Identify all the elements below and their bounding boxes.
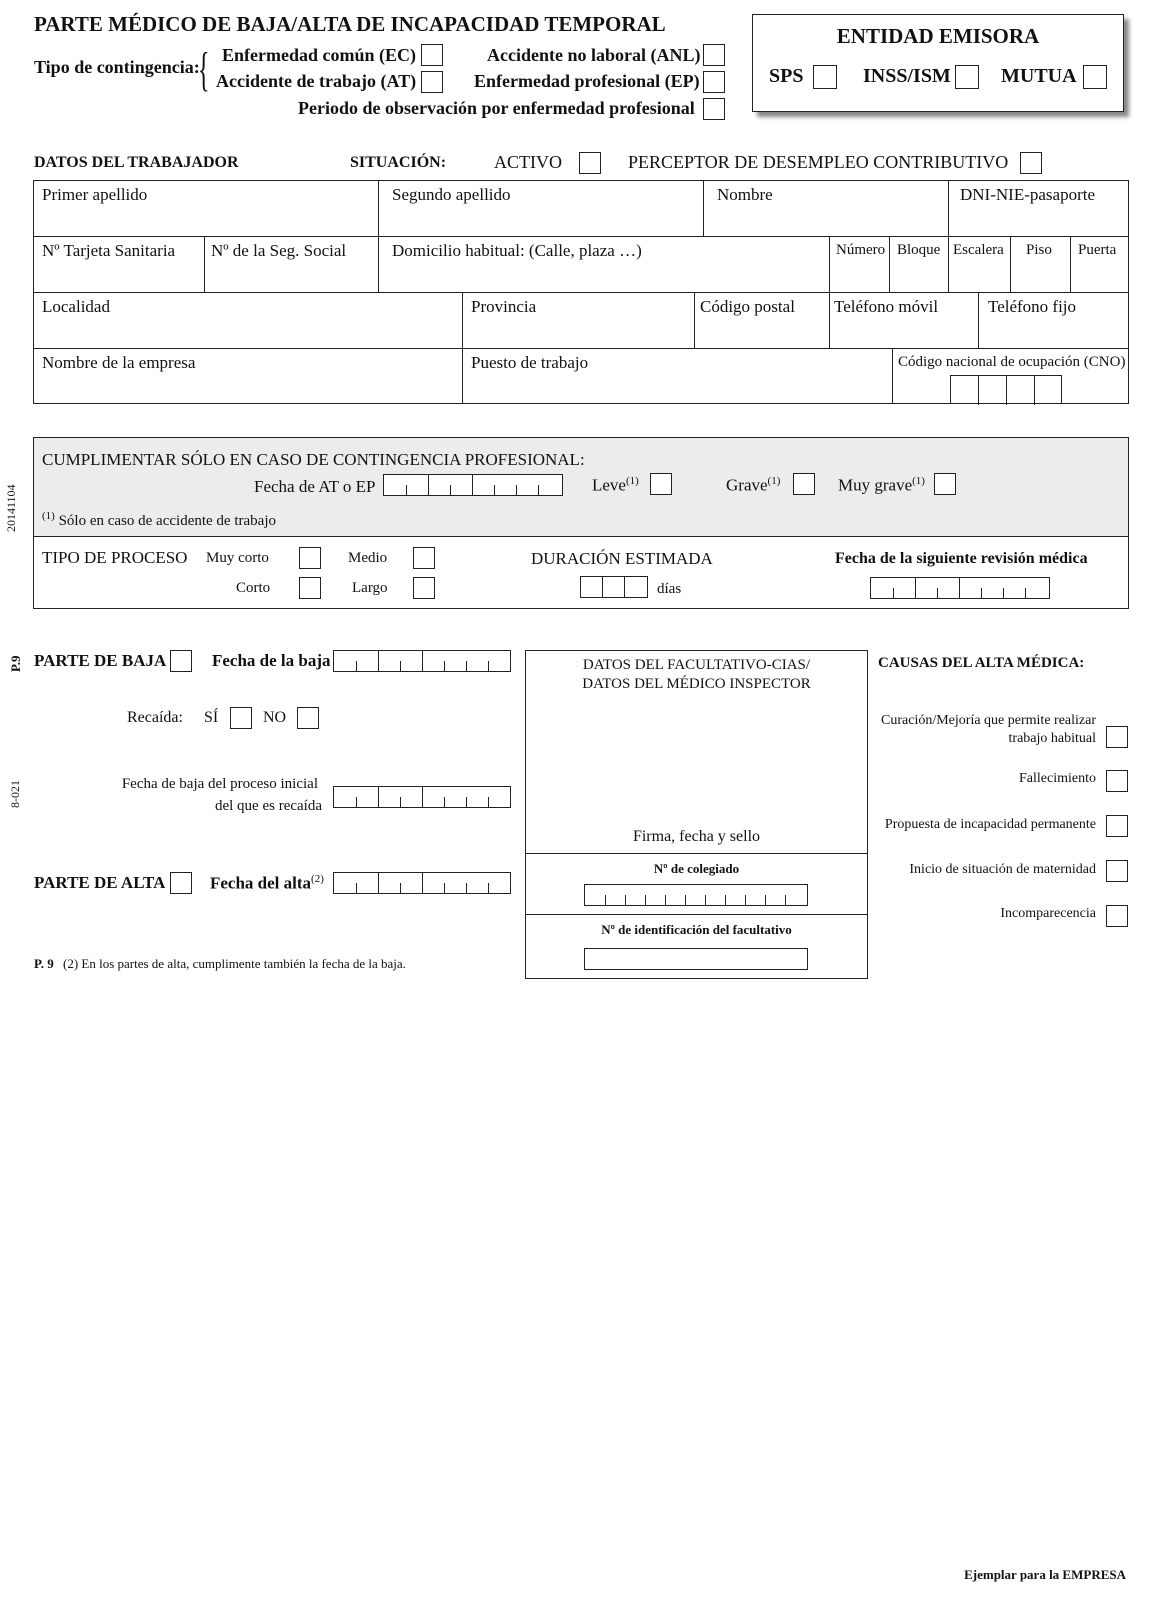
contingency-label: Tipo de contingencia: xyxy=(34,57,200,77)
medio-checkbox[interactable] xyxy=(413,547,435,569)
obs-checkbox[interactable] xyxy=(703,98,725,120)
fecha-at-ep-input[interactable] xyxy=(383,474,563,496)
grave-checkbox[interactable] xyxy=(793,473,815,495)
footnote-code: P. 9 xyxy=(34,956,54,971)
largo-label: Largo xyxy=(352,580,388,596)
fecha-baja-input[interactable] xyxy=(333,650,511,672)
parte-baja-label: PARTE DE BAJA xyxy=(34,651,167,670)
duracion-label: DURACIÓN ESTIMADA xyxy=(531,549,713,568)
recaida-si-checkbox[interactable] xyxy=(230,707,252,729)
situacion-label: SITUACIÓN: xyxy=(350,154,447,171)
muy-corto-checkbox[interactable] xyxy=(299,547,321,569)
numero-field[interactable]: Número xyxy=(836,242,886,258)
ejemplar-label: Ejemplar para la EMPRESA xyxy=(964,1567,1126,1582)
tipo-proceso-title: TIPO DE PROCESO xyxy=(42,548,188,567)
localidad-field[interactable]: Localidad xyxy=(42,297,110,316)
recaida-no-checkbox[interactable] xyxy=(297,707,319,729)
mutua-checkbox[interactable] xyxy=(1083,65,1107,89)
causas-title: CAUSAS DEL ALTA MÉDICA: xyxy=(878,655,1085,671)
entidad-title: ENTIDAD EMISORA xyxy=(836,24,1040,48)
trabajador-title: DATOS DEL TRABAJADOR xyxy=(34,154,239,171)
fecha-alta-label: Fecha del alta$^{(2)}$ xyxy=(210,873,324,893)
brace: { xyxy=(198,43,210,96)
profesional-title: CUMPLIMENTAR SÓLO EN CASO DE CONTINGENCIA PROFESIONAL: xyxy=(42,450,585,469)
muy-corto-label: Muy corto xyxy=(206,550,269,566)
facultativo-title-2: DATOS DEL MÉDICO INSPECTOR xyxy=(582,676,811,692)
fecha-inicial-label-1: Fecha de baja del proceso inicial xyxy=(121,776,318,792)
opt-ec-label: Enfermedad común (EC) xyxy=(222,45,416,65)
colegiado-label: Nº de colegiado xyxy=(653,861,740,876)
activo-label: ACTIVO xyxy=(494,152,562,172)
maternidad-label: Inicio de situación de maternidad xyxy=(909,862,1096,877)
nombre-field[interactable]: Nombre xyxy=(717,185,773,204)
activo-checkbox[interactable] xyxy=(579,152,601,174)
form-title: PARTE MÉDICO DE BAJA/ALTA DE INCAPACIDAD TEMPORAL xyxy=(34,12,666,36)
recaida-si-label: SÍ xyxy=(204,709,219,726)
fecha-inicial-label-2: del que es recaída xyxy=(214,798,322,814)
parte-baja-checkbox[interactable] xyxy=(170,650,192,672)
bloque-field[interactable]: Bloque xyxy=(897,242,941,258)
codigo-postal-field[interactable]: Código postal xyxy=(700,297,795,316)
dias-label: días xyxy=(657,581,682,597)
provincia-field[interactable]: Provincia xyxy=(471,297,537,316)
margin-code-form: 8-021 xyxy=(8,780,22,808)
cno-input[interactable] xyxy=(950,375,1062,404)
revision-label: Fecha de la siguiente revisión médica xyxy=(835,550,1088,567)
firma-label: Firma, fecha y sello xyxy=(632,828,761,845)
curacion-checkbox[interactable] xyxy=(1106,726,1128,748)
largo-checkbox[interactable] xyxy=(413,577,435,599)
medio-label: Medio xyxy=(348,550,388,566)
cno-label: Código nacional de ocupación (CNO) xyxy=(898,354,1126,370)
seg-social-field[interactable]: Nº de la Seg. Social xyxy=(211,241,347,260)
primer-apellido-field[interactable]: Primer apellido xyxy=(42,185,148,204)
parte-alta-label: PARTE DE ALTA xyxy=(34,873,166,892)
opt-ep-label: Enfermedad profesional (EP) xyxy=(474,71,700,91)
grave-label: Grave$^{(1)}$ xyxy=(726,475,781,495)
incomparecencia-checkbox[interactable] xyxy=(1106,905,1128,927)
telefono-fijo-field[interactable]: Teléfono fijo xyxy=(988,297,1077,316)
leve-checkbox[interactable] xyxy=(650,473,672,495)
at-checkbox[interactable] xyxy=(421,71,443,93)
perceptor-label: PERCEPTOR DE DESEMPLEO CONTRIBUTIVO xyxy=(628,152,1009,172)
tarjeta-field[interactable]: Nº Tarjeta Sanitaria xyxy=(42,241,176,260)
muy-grave-checkbox[interactable] xyxy=(934,473,956,495)
incomparecencia-label: Incomparecencia xyxy=(1000,906,1096,921)
recaida-label: Recaída: xyxy=(127,709,183,726)
fecha-alta-input[interactable] xyxy=(333,872,511,894)
identificacion-input[interactable] xyxy=(584,948,808,970)
ec-checkbox[interactable] xyxy=(421,44,443,66)
margin-code-date: 20141104 xyxy=(4,484,18,532)
facultativo-title-1: DATOS DEL FACULTATIVO-CIAS/ xyxy=(582,657,811,673)
maternidad-checkbox[interactable] xyxy=(1106,860,1128,882)
signature-area[interactable] xyxy=(540,700,853,820)
inss-label: INSS/ISM xyxy=(863,65,951,87)
colegiado-input[interactable] xyxy=(584,884,808,906)
propuesta-checkbox[interactable] xyxy=(1106,815,1128,837)
fallecimiento-label: Fallecimiento xyxy=(1019,771,1096,786)
fecha-at-ep-label: Fecha de AT o EP xyxy=(254,477,376,496)
escalera-field[interactable]: Escalera xyxy=(953,242,1004,258)
opt-at-label: Accidente de trabajo (AT) xyxy=(216,71,417,91)
opt-obs-label: Periodo de observación por enfermedad profesional xyxy=(298,98,695,118)
opt-anl-label: Accidente no laboral (ANL) xyxy=(487,45,701,65)
parte-alta-checkbox[interactable] xyxy=(170,872,192,894)
piso-field[interactable]: Piso xyxy=(1026,242,1052,258)
puesto-field[interactable]: Puesto de trabajo xyxy=(471,353,589,372)
empresa-field[interactable]: Nombre de la empresa xyxy=(42,353,196,372)
dni-field[interactable]: DNI-NIE-pasaporte xyxy=(960,185,1095,204)
curacion-label-2: trabajo habitual xyxy=(1008,731,1096,746)
ep-checkbox[interactable] xyxy=(703,71,725,93)
fecha-inicial-input[interactable] xyxy=(333,786,511,808)
revision-date-input[interactable] xyxy=(870,577,1050,599)
segundo-apellido-field[interactable]: Segundo apellido xyxy=(392,185,511,204)
duracion-input[interactable] xyxy=(580,576,648,598)
sps-checkbox[interactable] xyxy=(813,65,837,89)
margin-code-p9: P.9 xyxy=(8,655,23,672)
fecha-baja-label: Fecha de la baja xyxy=(212,651,331,670)
muy-grave-label: Muy grave$^{(1)}$ xyxy=(838,475,925,495)
propuesta-label: Propuesta de incapacidad permanente xyxy=(884,817,1096,832)
anl-checkbox[interactable] xyxy=(703,44,725,66)
mutua-label: MUTUA xyxy=(1001,65,1077,87)
perceptor-checkbox[interactable] xyxy=(1020,152,1042,174)
corto-checkbox[interactable] xyxy=(299,577,321,599)
sps-label: SPS xyxy=(769,65,804,87)
identificacion-label: Nº de identificación del facultativo xyxy=(601,922,792,937)
corto-label: Corto xyxy=(236,580,271,596)
footnote-text: (2) En los partes de alta, cumplimente también la fecha de la baja. xyxy=(63,956,406,971)
telefono-movil-field[interactable]: Teléfono móvil xyxy=(834,297,939,316)
fallecimiento-checkbox[interactable] xyxy=(1106,770,1128,792)
profesional-note: $^{(1)}$ Sólo en caso de accidente de trabajo xyxy=(42,510,276,529)
puerta-field[interactable]: Puerta xyxy=(1078,242,1117,258)
leve-label: Leve$^{(1)}$ xyxy=(592,475,639,495)
curacion-label-1: Curación/Mejoría que permite realizar xyxy=(881,713,1096,728)
inss-checkbox[interactable] xyxy=(955,65,979,89)
recaida-no-label: NO xyxy=(263,709,287,726)
entidad-emisora-box xyxy=(752,14,1124,112)
domicilio-field[interactable]: Domicilio habitual: (Calle, plaza …) xyxy=(392,241,642,260)
